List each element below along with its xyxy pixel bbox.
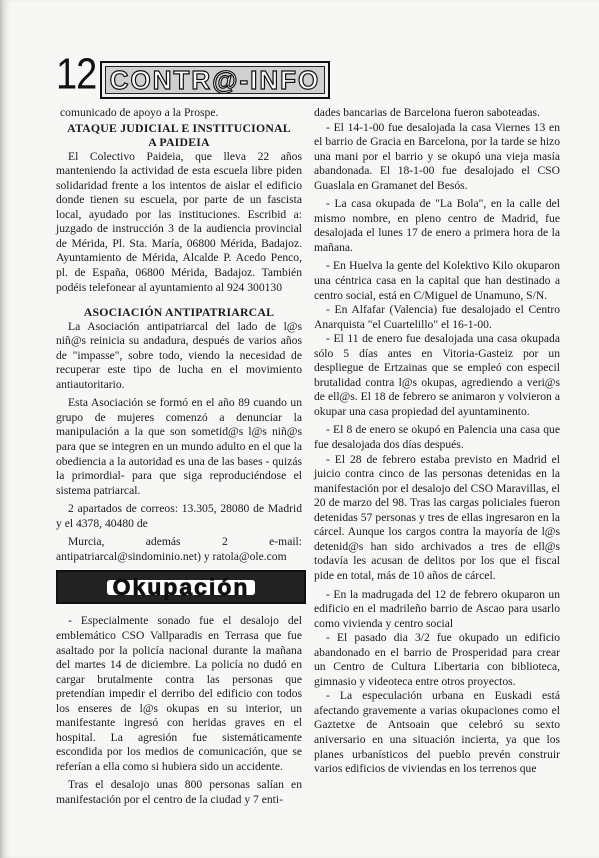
right-paragraph-9: - El pasado dia 3/2 fue okupado un edificio abandonado en el barrio de Prosperidad para crear un Centro de Cultura Libertaria con biblioteca, gimnasio y videoteca entre otros proyectos. bbox=[314, 631, 560, 688]
section-masthead: CONTR@-INFO bbox=[100, 61, 330, 99]
paideia-body: El Colectivo Paideia, que lleva 22 años manteniendo la actividad de esta escuela libre piden solidaridad frente a los intentos de aislar el edificio donde tienen su escuela, por parte de un fascista local, ayudado por las instituciones. Escribid a: juzgado de instrucción 3 de la audiencia provincial de Mérida, Pl. Sta. María, 06800 Mérida, Badajoz. Ayuntamiento de Mérida, Alcalde P. Acedo Penco, pl. de España, 06800 Mérida, Badajoz. También podéis telefonear al ayuntamiento al 924 300130 bbox=[56, 149, 302, 294]
right-paragraph-4: - En Alfafar (Valencia) fue desalojado el Centro Anarquista "el Cuartelillo" el 16-1-00. bbox=[314, 303, 560, 331]
asociacion-paragraph-2: Esta Asociación se formó en el año 89 cuando un grupo de mujeres comenzó a denunciar la manipulación a la que son sometid@s l@s niñ@s para que se integren en un mundo adulto en el que la obediencia a la autoridad es una de las bases - quizás la primordial- para que siga reproduciéndose el sistema patriarcal. bbox=[56, 396, 302, 497]
right-paragraph-3: - En Huelva la gente del Kolektivo Kilo okuparon una céntrica casa en la capital que han destinado a centro social, está en C/Miguel de Unamuno, S/N. bbox=[314, 259, 560, 302]
okupacion-banner-text: Okupación bbox=[107, 580, 256, 595]
right-paragraph-8: - En la madrugada del 12 de febrero okuparon un edificio en el madrileño barrio de Ascao para usarlo como vivienda y centro social bbox=[314, 587, 560, 630]
asociacion-paragraph-4: Murcia, además 2 e-mail: antipatriarcal@sindominio.net) y ratola@ole.com bbox=[56, 535, 302, 563]
asociacion-paragraph-3: 2 apartados de correos: 13.305, 28080 de Madrid y el 4378, 40480 de bbox=[56, 502, 302, 530]
okupacion-paragraph-2: Tras el desalojo unas 800 personas salían en manifestación por el centro de la ciudad y 7 enti- bbox=[56, 778, 302, 806]
right-paragraph-2: - La casa okupada de "La Bola", en la calle del mismo nombre, en pleno centro de Madrid, fue desalojada el lunes 17 de enero a primera hora de la mañana. bbox=[314, 197, 560, 254]
paideia-heading-line-2: A PAIDEIA bbox=[148, 135, 210, 150]
page-number: 12 bbox=[56, 50, 97, 100]
right-paragraph-5: - El 11 de enero fue desalojada una casa okupada sólo 5 días antes en Vitoria-Gasteiz por un despliegue de Ertzainas que se empleó con especil brutalidad contra l@s okupas, agrediendo a veri@s de ell@s. El 18 de febrero se animaron y volvieron a okupar una casa propiedad del ayuntaminento. bbox=[314, 332, 560, 418]
right-paragraph-1: - El 14-1-00 fue desalojada la casa Viernes 13 en el barrio de Gracia en Barcelona, por la tarde se hizo una mani por el barrio y se okupó una vieja masía abandonada. El 18-1-00 fue desalojado el CSO Guaslala en Gramanet del Besós. bbox=[314, 120, 560, 192]
intro-text: comunicado de apoyo a la Prospe. bbox=[60, 106, 219, 119]
right-paragraph-6: - El 8 de enero se okupó en Palencia una casa que fue desalojada dos días después. bbox=[314, 423, 560, 452]
right-paragraph-10: - La especulación urbana en Euskadi está afectando gravemente a varias okupaciones como el Gaztetxe de Antsoain que celebró su sexto aniversario en una situación incierta, ya que los planes urbanísticos del pueblo prevén construir varios edificios de viviendas en los terrenos que bbox=[314, 689, 560, 776]
okupacion-paragraph-1: - Especialmente sonado fue el desalojo del emblemático CSO Vallparadis en Terrasa que fue asaltado por la policía nacional durante la mañana del martes 14 de diciembre. La policía no dudó en cargar brutalmente contra las personas que pretendían impedir el derribo del edificio con todos los enseres de l@s okupas en su interior, un manifestante ingresó con heridas graves en el hospital. La agresión fue sistemáticamente escondida por los medios de comunicación, que se referían a ella como si hubiera sido un accidente. bbox=[56, 614, 302, 773]
right-paragraph-0: dades bancarias de Barcelona fueron saboteadas. bbox=[314, 106, 540, 119]
right-column bbox=[314, 106, 560, 777]
left-column bbox=[56, 106, 302, 808]
right-paragraph-7: - El 28 de febrero estaba previsto en Madrid el juicio contra cinco de las personas detenidas en la manifestación por el desalojo del CSO Maravillas, el 20 de marzo del 98. Tras las cargas policiales fueron detenidas 57 personas y tres de ellas ingresaron en la cárcel. Aunque los cargos contra la mayoría de l@s detenid@s han sido archivados a tres de ell@s todavía les acusan de delitos por los que el fiscal pide en total, más de 10 años de cárcel. bbox=[314, 452, 560, 582]
okupacion-banner bbox=[56, 570, 306, 604]
asociacion-paragraph-1: La Asociación antipatriarcal del lado de l@s niñ@s reinicia su andadura, después de varios años de "impasse", sobre todo, viendo la necesidad de recuperar este tipo de lucha en el movimiento antiautoritario. bbox=[56, 319, 302, 391]
asociacion-heading: ASOCIACIÓN ANTIPATRIARCAL bbox=[83, 305, 275, 320]
paideia-heading-line-1: ATAQUE JUDICIAL E INSTITUCIONAL bbox=[67, 120, 291, 135]
